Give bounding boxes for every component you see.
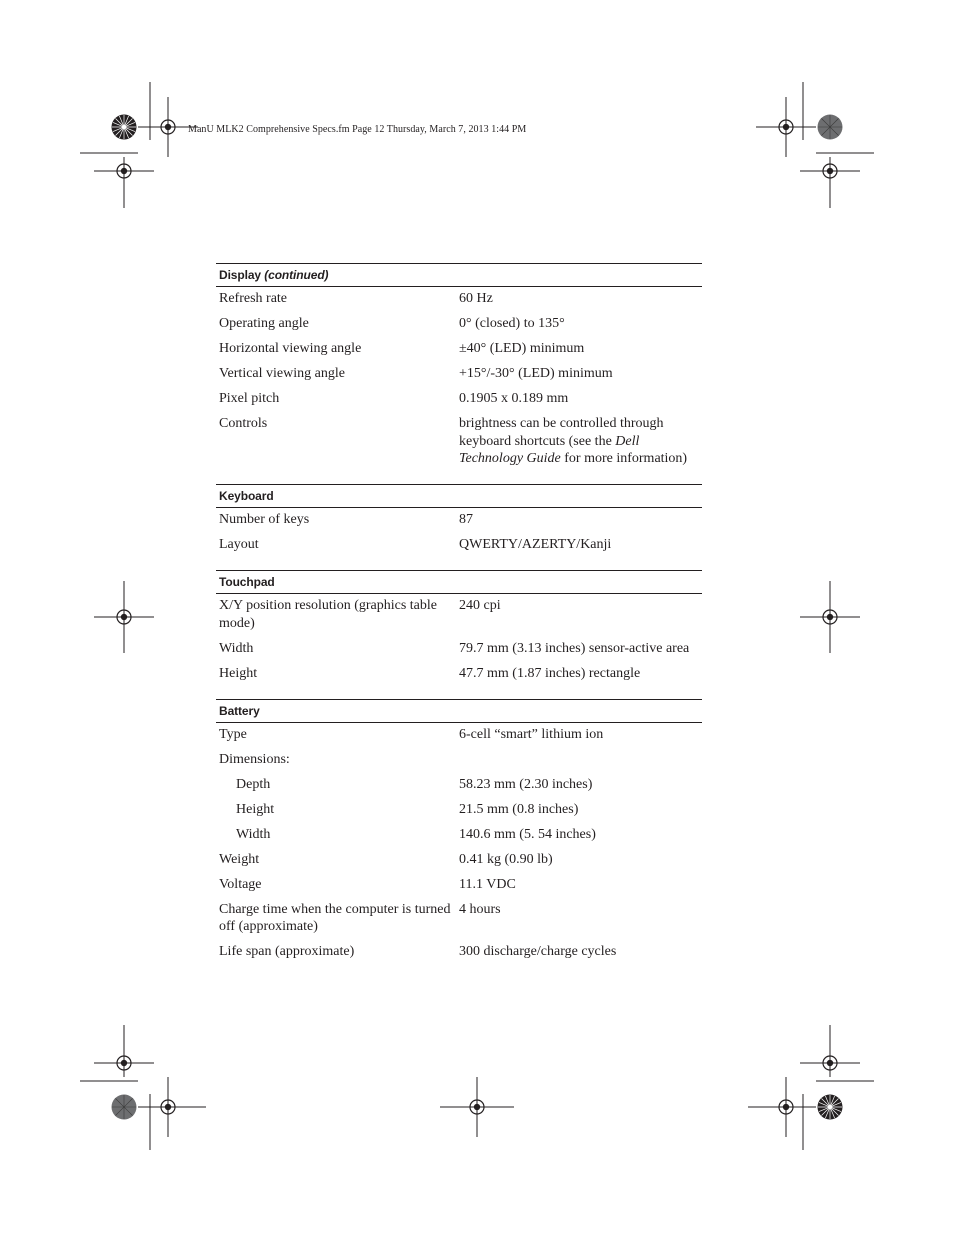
row-label: X/Y position resolution (graphics table mode) <box>219 598 437 631</box>
value-text: brightness can be controlled through keyboard shortcuts (see the <box>459 416 664 449</box>
row-label: Height <box>219 665 258 681</box>
section-heading-display <box>216 263 702 287</box>
row-label: Height <box>236 801 275 817</box>
row-value: +15°/-30° (LED) minimum <box>459 366 613 381</box>
table-row <box>216 536 702 554</box>
row-value: 4 hours <box>459 901 501 917</box>
row-label: Weight <box>219 851 260 867</box>
row-value: 0° (closed) to 135° <box>459 316 565 331</box>
row-value: 60 Hz <box>459 291 493 306</box>
row-label: Operating angle <box>219 316 309 331</box>
table-row <box>216 597 702 632</box>
table-row <box>216 851 702 869</box>
value-emphasis: Dell Technology Guide <box>459 433 640 466</box>
row-label: Dimensions: <box>219 751 290 767</box>
section-heading-battery <box>216 699 702 723</box>
table-row <box>216 511 702 529</box>
section-title: Display <box>219 268 261 282</box>
row-value: 6-cell “smart” lithium ion <box>459 726 604 742</box>
display-rows <box>216 287 702 468</box>
row-label: Depth <box>236 776 271 792</box>
touchpad-rows <box>216 594 702 682</box>
row-label: Refresh rate <box>219 291 288 306</box>
row-value <box>459 751 702 769</box>
row-label: Controls <box>219 416 268 431</box>
row-value <box>459 415 702 468</box>
table-row <box>216 340 702 358</box>
row-label: Charge time when the computer is turned off (approximate) <box>219 901 451 934</box>
value-text: for more information) <box>560 451 688 466</box>
row-label: Pixel pitch <box>219 391 280 406</box>
row-value: 87 <box>459 512 473 527</box>
row-label: Life span (approximate) <box>219 944 355 959</box>
section-heading-keyboard <box>216 484 702 508</box>
row-value: 11.1 VDC <box>459 876 516 892</box>
row-value: ±40° (LED) minimum <box>459 341 585 356</box>
section-title: Touchpad <box>219 575 275 589</box>
table-row <box>216 776 702 794</box>
row-value: 47.7 mm (1.87 inches) rectangle <box>459 665 641 681</box>
row-value: 240 cpi <box>459 598 501 613</box>
table-row <box>216 415 702 468</box>
row-value: 58.23 mm (2.30 inches) <box>459 776 593 792</box>
table-row <box>216 943 702 961</box>
row-value: 79.7 mm (3.13 inches) sensor-active area <box>459 640 690 656</box>
section-heading-touchpad <box>216 570 702 594</box>
table-row <box>216 826 702 844</box>
spec-table <box>216 263 702 968</box>
row-label: Width <box>219 640 254 656</box>
table-row <box>216 390 702 408</box>
row-value: 300 discharge/charge cycles <box>459 944 617 959</box>
table-row <box>216 751 702 769</box>
section-subtitle: (continued) <box>264 268 329 282</box>
row-label: Type <box>219 726 247 742</box>
table-row <box>216 801 702 819</box>
table-row <box>216 290 702 308</box>
row-value: 0.1905 x 0.189 mm <box>459 391 569 406</box>
table-row <box>216 726 702 744</box>
table-row <box>216 365 702 383</box>
row-label: Width <box>236 826 271 842</box>
section-title: Keyboard <box>219 489 274 503</box>
table-row <box>216 315 702 333</box>
row-value: 21.5 mm (0.8 inches) <box>459 801 579 817</box>
row-label: Horizontal viewing angle <box>219 341 362 356</box>
row-value: QWERTY/AZERTY/Kanji <box>459 537 612 552</box>
keyboard-rows <box>216 508 702 554</box>
row-value: 0.41 kg (0.90 lb) <box>459 851 553 867</box>
running-head: ManU MLK2 Comprehensive Specs.fm Page 12 Thursday, March 7, 2013 1:44 PM <box>188 124 527 135</box>
row-label: Vertical viewing angle <box>219 366 345 381</box>
table-row <box>216 640 702 658</box>
table-row <box>216 901 702 936</box>
battery-rows <box>216 723 702 961</box>
row-value: 140.6 mm (5. 54 inches) <box>459 826 596 842</box>
row-label: Number of keys <box>219 512 310 527</box>
section-title: Battery <box>219 703 260 718</box>
row-label: Layout <box>219 537 259 552</box>
table-row <box>216 665 702 683</box>
table-row <box>216 876 702 894</box>
row-label: Voltage <box>219 876 262 892</box>
